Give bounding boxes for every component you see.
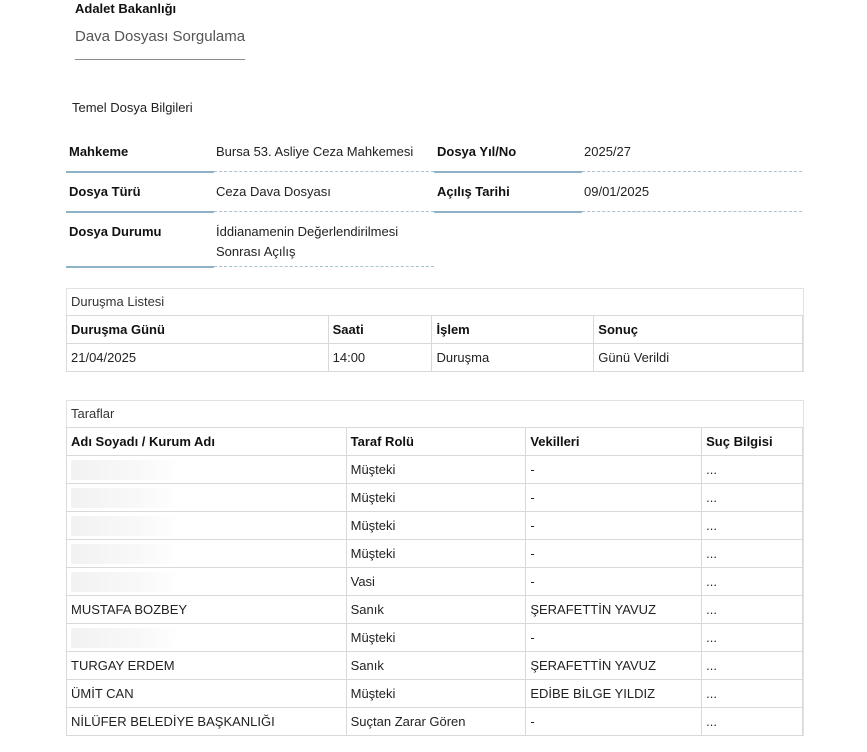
table-row bbox=[67, 344, 803, 372]
row-divider bbox=[214, 211, 434, 212]
party-lawyers: - bbox=[526, 624, 702, 652]
table-row bbox=[67, 624, 803, 652]
basic-info-section-title: Temel Dosya Bilgileri bbox=[72, 100, 193, 115]
opening-date-value: 09/01/2025 bbox=[584, 184, 650, 199]
party-crime-info: ... bbox=[702, 484, 803, 512]
row-divider bbox=[66, 266, 214, 268]
row-divider bbox=[582, 211, 802, 212]
party-lawyers: - bbox=[526, 708, 702, 736]
file-status-label: Dosya Durumu bbox=[69, 224, 162, 239]
table-row bbox=[67, 596, 803, 624]
party-role: Müşteki bbox=[346, 456, 526, 484]
court-value: Bursa 53. Asliye Ceza Mahkemesi bbox=[216, 144, 414, 159]
hearing-date: 21/04/2025 bbox=[67, 344, 329, 372]
party-lawyers: ŞERAFETTİN YAVUZ bbox=[526, 596, 702, 624]
party-name: TURGAY ERDEM bbox=[67, 652, 347, 680]
party-name bbox=[67, 484, 347, 512]
page-title: Dava Dosyası Sorgulama bbox=[75, 28, 246, 45]
file-type-value: Ceza Dava Dosyası bbox=[216, 184, 331, 199]
col-hearing-date: Duruşma Günü bbox=[67, 316, 329, 344]
party-lawyers: EDİBE BİLGE YILDIZ bbox=[526, 680, 702, 708]
party-role: Müşteki bbox=[346, 624, 526, 652]
file-status-line-2: Sonrası Açılış bbox=[216, 244, 296, 259]
party-crime-info: ... bbox=[702, 456, 803, 484]
redacted-name bbox=[71, 572, 181, 592]
party-crime-info: ... bbox=[702, 624, 803, 652]
table-row bbox=[67, 512, 803, 540]
party-name: MUSTAFA BOZBEY bbox=[67, 596, 347, 624]
party-role: Müşteki bbox=[346, 680, 526, 708]
party-role: Suçtan Zarar Gören bbox=[346, 708, 526, 736]
party-lawyers: - bbox=[526, 568, 702, 596]
hearing-action: Duruşma bbox=[432, 344, 594, 372]
table-row bbox=[67, 708, 803, 736]
hearings-header-row bbox=[67, 316, 803, 344]
party-crime-info: ... bbox=[702, 540, 803, 568]
party-role: Müşteki bbox=[346, 512, 526, 540]
table-row bbox=[67, 652, 803, 680]
party-name bbox=[67, 512, 347, 540]
redacted-name bbox=[71, 544, 181, 564]
ministry-name: Adalet Bakanlığı bbox=[75, 1, 177, 16]
party-role: Vasi bbox=[346, 568, 526, 596]
court-label: Mahkeme bbox=[69, 144, 129, 159]
parties-title: Taraflar bbox=[71, 406, 115, 421]
row-divider bbox=[66, 171, 214, 173]
party-crime-info: ... bbox=[702, 596, 803, 624]
file-type-label: Dosya Türü bbox=[69, 184, 141, 199]
row-divider bbox=[434, 171, 582, 173]
parties-body bbox=[67, 456, 803, 736]
parties-table bbox=[66, 427, 803, 736]
file-status-line-1: İddianamenin Değerlendirilmesi bbox=[216, 224, 399, 239]
redacted-name bbox=[71, 516, 181, 536]
party-lawyers: - bbox=[526, 484, 702, 512]
redacted-name bbox=[71, 628, 181, 648]
party-crime-info: ... bbox=[702, 652, 803, 680]
table-row bbox=[67, 456, 803, 484]
party-name bbox=[67, 456, 347, 484]
party-name: ÜMİT CAN bbox=[67, 680, 347, 708]
party-name: NİLÜFER BELEDİYE BAŞKANLIĞI bbox=[67, 708, 347, 736]
col-time: Saati bbox=[328, 316, 432, 344]
row-divider bbox=[66, 211, 214, 213]
col-action: İşlem bbox=[432, 316, 594, 344]
table-row bbox=[67, 540, 803, 568]
file-status-value bbox=[216, 222, 398, 262]
redacted-name bbox=[71, 488, 181, 508]
hearings-table bbox=[66, 315, 803, 372]
party-lawyers: - bbox=[526, 540, 702, 568]
party-name bbox=[67, 624, 347, 652]
party-crime-info: ... bbox=[702, 708, 803, 736]
party-crime-info: ... bbox=[702, 512, 803, 540]
table-row bbox=[67, 568, 803, 596]
hearing-time: 14:00 bbox=[328, 344, 432, 372]
party-lawyers: ŞERAFETTİN YAVUZ bbox=[526, 652, 702, 680]
col-crime-info: Suç Bilgisi bbox=[702, 428, 803, 456]
party-crime-info: ... bbox=[702, 568, 803, 596]
parties-header-row bbox=[67, 428, 803, 456]
party-name bbox=[67, 540, 347, 568]
redacted-name bbox=[71, 460, 181, 480]
file-year-no-value: 2025/27 bbox=[584, 144, 631, 159]
file-year-no-label: Dosya Yıl/No bbox=[437, 144, 517, 159]
party-lawyers: - bbox=[526, 512, 702, 540]
title-underline bbox=[75, 59, 245, 60]
party-crime-info: ... bbox=[702, 680, 803, 708]
hearings-panel bbox=[66, 288, 804, 372]
hearings-title: Duruşma Listesi bbox=[71, 294, 165, 309]
col-name: Adı Soyadı / Kurum Adı bbox=[67, 428, 347, 456]
party-role: Sanık bbox=[346, 652, 526, 680]
parties-panel bbox=[66, 400, 804, 736]
opening-date-label: Açılış Tarihi bbox=[437, 184, 510, 199]
table-row bbox=[67, 680, 803, 708]
row-divider bbox=[214, 171, 434, 172]
hearing-result: Günü Verildi bbox=[594, 344, 803, 372]
party-role: Müşteki bbox=[346, 540, 526, 568]
row-divider bbox=[582, 171, 802, 172]
col-lawyers: Vekilleri bbox=[526, 428, 702, 456]
table-row bbox=[67, 484, 803, 512]
col-role: Taraf Rolü bbox=[346, 428, 526, 456]
party-name bbox=[67, 568, 347, 596]
party-role: Müşteki bbox=[346, 484, 526, 512]
row-divider bbox=[434, 211, 582, 213]
col-result: Sonuç bbox=[594, 316, 803, 344]
row-divider bbox=[214, 266, 434, 267]
party-role: Sanık bbox=[346, 596, 526, 624]
party-lawyers: - bbox=[526, 456, 702, 484]
